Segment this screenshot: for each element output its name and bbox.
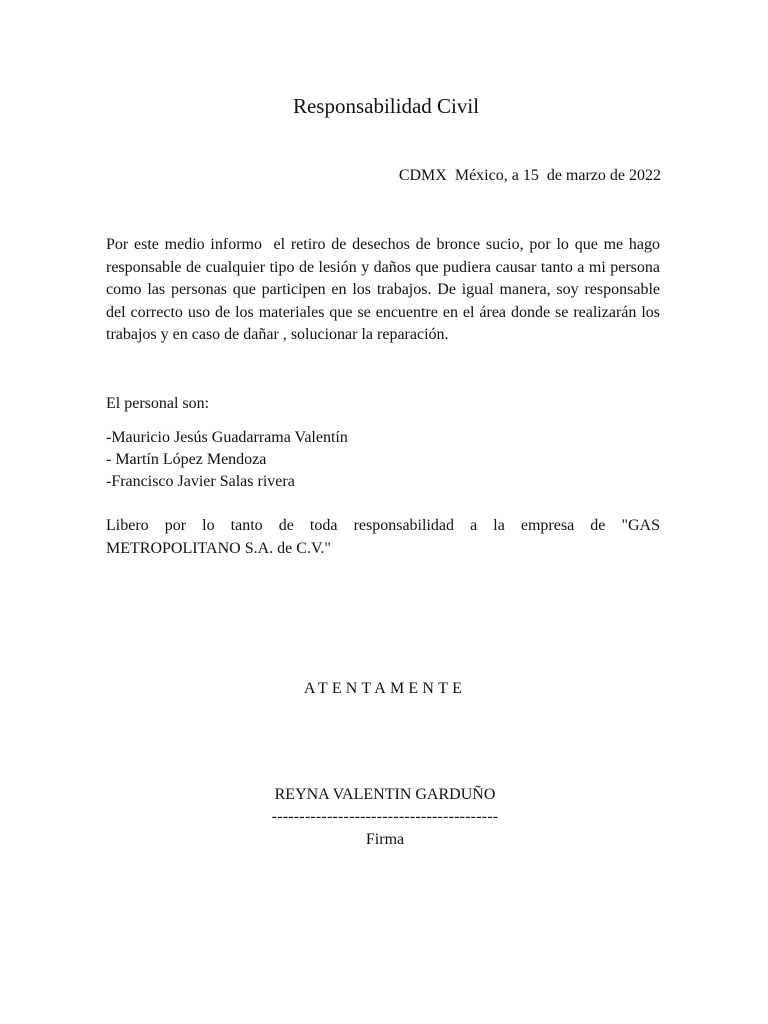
signature-label: Firma (365, 831, 405, 848)
staff-member: - Martín López Mendoza (106, 451, 267, 468)
staff-list (106, 427, 348, 493)
staff-member: -Francisco Javier Salas rivera (106, 473, 295, 490)
signature-line: ----------------------------------------- (271, 808, 499, 825)
body-paragraph-1-text: Por este medio informo el retiro de desechos de bronce sucio, por lo que me hago responsable de cualquier tipo de lesión y daños que pudiera causar tanto a mi persona como las personas que participen en los trabajos. De igual manera, soy responsable del correcto uso de los materiales que se encuentre en el área donde se realizarán los trabajos y en caso de dañar , solucionar la reparación. (106, 236, 664, 343)
body-paragraph-2-line-2: METROPOLITANO S.A. de C.V." (106, 539, 331, 557)
staff-heading: El personal son: (106, 395, 210, 412)
date-line: CDMX México, a 15 de marzo de 2022 (398, 167, 661, 184)
staff-member: -Mauricio Jesús Guadarrama Valentín (106, 429, 348, 446)
body-paragraph-2-line-1: Libero por lo tanto de toda responsabilidad a la empresa de "GAS (106, 517, 660, 534)
body-paragraph-2 (106, 515, 660, 560)
signer-name: REYNA VALENTIN GARDUÑO (274, 786, 496, 803)
closing-salutation: ATENTAMENTE (303, 680, 467, 697)
body-paragraph-1 (106, 234, 664, 347)
document-title: Responsabilidad Civil (292, 94, 480, 118)
